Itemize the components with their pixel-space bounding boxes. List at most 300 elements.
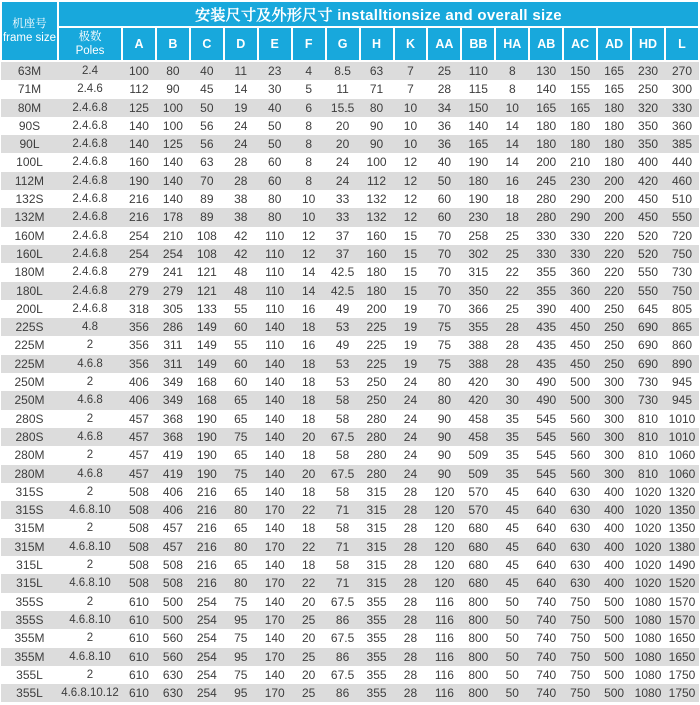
dimension-cell: 38 xyxy=(234,192,248,207)
dimension-cell: 560 xyxy=(570,429,591,444)
dimension-cell: 180 xyxy=(604,100,625,115)
dimension-cell: 50 xyxy=(505,667,519,682)
dimension-cell: 810 xyxy=(638,411,659,426)
table-row xyxy=(1,227,699,245)
dimension-cell: 42.5 xyxy=(330,265,355,280)
dimension-cell: 220 xyxy=(604,228,625,243)
dimension-cell: 300 xyxy=(604,393,625,408)
dimension-cell: 70 xyxy=(200,173,214,188)
dimension-cell: 435 xyxy=(536,338,557,353)
dimension-cell: 508 xyxy=(162,558,183,573)
dimension-cell: 86 xyxy=(335,686,350,701)
table-row xyxy=(1,318,699,336)
dimension-cell: 500 xyxy=(604,686,625,701)
dimension-cell: 132 xyxy=(366,192,387,207)
table-row xyxy=(1,80,699,98)
dimension-cell: 200 xyxy=(604,173,625,188)
dimension-cell: 10 xyxy=(403,118,418,133)
dimension-cell: 220 xyxy=(604,246,625,261)
dimension-cell: 220 xyxy=(604,283,625,298)
poles-cell: 2 xyxy=(86,632,94,645)
dimension-cell: 19 xyxy=(234,100,248,115)
dimension-cell: 140 xyxy=(162,155,183,170)
dimension-cell: 112 xyxy=(366,173,387,188)
dimension-cell: 254 xyxy=(196,667,217,682)
dimension-cell: 8 xyxy=(305,155,312,170)
dimension-cell: 250 xyxy=(366,393,387,408)
dimension-cell: 60 xyxy=(234,375,248,390)
poles-cell: 2 xyxy=(86,339,94,352)
dimension-cell: 350 xyxy=(468,283,489,298)
frame-size-cell: 315S xyxy=(15,484,44,499)
dimension-cell: 1020 xyxy=(634,558,662,573)
dimension-cell: 60 xyxy=(268,155,282,170)
dimension-cell: 500 xyxy=(162,594,183,609)
dimension-cell: 805 xyxy=(671,301,693,316)
dimension-cell: 110 xyxy=(265,301,285,316)
table-row xyxy=(1,282,699,300)
dimension-cell: 6 xyxy=(305,100,312,115)
dimension-cell: 254 xyxy=(162,246,183,261)
dimension-cell: 149 xyxy=(196,338,217,353)
dimension-cell: 14 xyxy=(505,137,519,152)
poles-cell: 2 xyxy=(86,449,94,462)
dimension-cell: 320 xyxy=(638,100,659,115)
dimension-cell: 1650 xyxy=(668,649,696,664)
dimension-cell: 165 xyxy=(604,64,625,78)
poles-cell: 4.6.8.10 xyxy=(69,650,111,663)
dimension-cell: 180 xyxy=(536,118,557,133)
dimension-cell: 15 xyxy=(403,283,418,298)
dimension-cell: 24 xyxy=(403,411,418,426)
dimension-cell: 160 xyxy=(128,155,149,170)
dimension-cell: 254 xyxy=(128,228,149,243)
dimension-cell: 95 xyxy=(234,612,248,627)
poles-cell: 2.4 xyxy=(82,65,98,77)
dimension-cell: 110 xyxy=(265,246,285,261)
dimension-cell: 49 xyxy=(335,301,350,316)
dimension-cell: 355 xyxy=(366,612,387,627)
table-row xyxy=(1,684,699,702)
header-row-top xyxy=(1,1,699,27)
install-size-title: 安装尺寸及外形尺寸 installtionsize and overall size xyxy=(58,1,699,27)
dimension-cell: 67.5 xyxy=(330,429,355,444)
dimension-cell: 640 xyxy=(536,576,557,591)
dimension-cell: 640 xyxy=(536,521,557,536)
dimension-cell: 560 xyxy=(570,411,591,426)
frame-size-cell: 280S xyxy=(15,429,44,444)
poles-cell: 2.4.6.8 xyxy=(72,302,108,315)
dimension-cell: 210 xyxy=(570,155,591,170)
dimension-cell: 450 xyxy=(638,192,659,207)
dimension-cell: 45 xyxy=(505,558,519,573)
dimension-cell: 42.5 xyxy=(330,283,355,298)
dimension-cell: 450 xyxy=(570,356,591,371)
table-row xyxy=(1,574,699,592)
dimension-cell: 110 xyxy=(265,228,285,243)
dimension-cell: 810 xyxy=(638,448,659,463)
poles-cell: 2 xyxy=(86,485,94,498)
table-body xyxy=(1,61,699,702)
dimension-cell: 8 xyxy=(305,118,312,133)
dimension-cell: 20 xyxy=(335,118,350,133)
dimension-cell: 216 xyxy=(196,484,217,499)
dimension-cell: 10 xyxy=(403,137,418,152)
dimension-cell: 116 xyxy=(434,612,454,627)
dimension-cell: 170 xyxy=(264,539,285,554)
dimension-cell: 140 xyxy=(264,484,285,499)
poles-cell: 4.6.8.10 xyxy=(69,540,111,553)
frame-size-cell: 90L xyxy=(19,137,40,152)
dimension-cell: 67.5 xyxy=(330,466,355,481)
dim-column-header-ad: AD xyxy=(597,27,631,61)
dimension-cell: 20 xyxy=(301,466,316,481)
dimension-cell: 33 xyxy=(335,210,350,225)
dimension-cell: 457 xyxy=(162,539,183,554)
poles-cell: 2 xyxy=(86,595,94,608)
dimension-cell: 67.5 xyxy=(330,631,355,646)
dimension-cell: 400 xyxy=(604,539,625,554)
frame-size-cell: 315M xyxy=(14,521,45,536)
dimension-cell: 350 xyxy=(638,118,659,133)
dimension-cell: 1020 xyxy=(634,539,662,554)
table-row xyxy=(1,593,699,611)
dimension-cell: 24 xyxy=(234,118,248,133)
dimension-cell: 315 xyxy=(366,558,387,573)
dimension-cell: 8 xyxy=(508,64,516,78)
dimension-cell: 155 xyxy=(570,82,591,97)
dimension-cell: 56 xyxy=(200,137,214,152)
dimension-cell: 355 xyxy=(366,631,387,646)
dimension-cell: 1650 xyxy=(668,631,696,646)
dim-column-header-g: G xyxy=(326,27,360,61)
dimension-cell: 132 xyxy=(366,210,387,225)
table-row xyxy=(1,61,699,80)
dimension-cell: 740 xyxy=(536,594,557,609)
dimension-cell: 460 xyxy=(671,173,693,188)
dimension-cell: 24 xyxy=(403,375,418,390)
dimension-cell: 45 xyxy=(505,484,519,499)
frame-size-cell: 355L xyxy=(16,667,43,682)
poles-header-zh: 极数 xyxy=(78,31,102,43)
frame-size-cell: 355M xyxy=(14,649,45,664)
dimension-cell: 30 xyxy=(505,393,519,408)
dimension-cell: 58 xyxy=(335,448,350,463)
dimension-cell: 140 xyxy=(128,118,149,133)
dimension-cell: 34 xyxy=(437,100,452,115)
dimension-cell: 75 xyxy=(234,594,248,609)
dimension-cell: 116 xyxy=(434,667,454,682)
dimension-cell: 149 xyxy=(196,320,217,335)
dimension-cell: 45 xyxy=(505,521,519,536)
dimension-cell: 25 xyxy=(301,686,316,701)
dimension-cell: 520 xyxy=(638,228,659,243)
dimension-cell: 7 xyxy=(407,64,414,78)
dimension-cell: 12 xyxy=(403,192,418,207)
dimension-cell: 457 xyxy=(162,521,183,536)
dimension-cell: 450 xyxy=(570,320,591,335)
dimension-cell: 1020 xyxy=(634,484,662,499)
frame-size-cell: 100L xyxy=(16,155,43,170)
dimension-cell: 24 xyxy=(403,429,418,444)
dimension-cell: 116 xyxy=(434,631,454,646)
poles-cell: 2.4.6.8 xyxy=(72,229,108,242)
poles-column-header xyxy=(58,27,122,61)
dimension-cell: 75 xyxy=(437,356,452,371)
dimension-cell: 560 xyxy=(162,649,183,664)
dimension-cell: 80 xyxy=(234,539,248,554)
dimension-cell: 35 xyxy=(505,429,519,444)
dimension-cell: 330 xyxy=(536,246,557,261)
dimension-cell: 1060 xyxy=(668,466,696,481)
dim-column-header-hd: HD xyxy=(631,27,665,61)
poles-cell: 2.4.6.8 xyxy=(72,266,108,279)
frame-size-cell: 355L xyxy=(16,686,43,701)
dimension-cell: 740 xyxy=(536,649,557,664)
dimension-cell: 210 xyxy=(162,228,183,243)
dimension-cell: 160 xyxy=(366,228,387,243)
dimension-cell: 290 xyxy=(570,210,591,225)
dimension-cell: 19 xyxy=(403,356,418,371)
dimension-cell: 18 xyxy=(301,558,316,573)
dimension-cell: 254 xyxy=(128,246,149,261)
dimension-cell: 16 xyxy=(505,173,519,188)
dimension-cell: 349 xyxy=(162,375,183,390)
dimension-cell: 419 xyxy=(162,448,183,463)
dimension-cell: 67.5 xyxy=(330,667,355,682)
dimension-cell: 75 xyxy=(234,429,248,444)
dimension-cell: 680 xyxy=(468,558,489,573)
dimension-cell: 40 xyxy=(200,64,214,78)
dimension-cell: 50 xyxy=(200,100,214,115)
dimension-cell: 180 xyxy=(366,283,387,298)
dimension-cell: 45 xyxy=(505,503,519,518)
table-row xyxy=(1,483,699,501)
dimension-cell: 420 xyxy=(638,173,659,188)
table-row xyxy=(1,172,699,190)
dimension-cell: 750 xyxy=(570,612,591,627)
dimension-cell: 11 xyxy=(234,64,248,78)
poles-cell: 4.6.8.10 xyxy=(69,504,111,517)
dimension-cell: 1350 xyxy=(668,503,696,518)
dimension-cell: 241 xyxy=(162,265,183,280)
dimension-cell: 190 xyxy=(128,173,149,188)
table-row xyxy=(1,153,699,171)
table-row xyxy=(1,538,699,556)
dimension-cell: 75 xyxy=(234,667,248,682)
dimension-cell: 200 xyxy=(604,210,625,225)
frame-size-cell: 71M xyxy=(17,82,42,97)
dimension-cell: 216 xyxy=(128,210,149,225)
dimension-cell: 300 xyxy=(671,82,693,97)
dim-column-header-c: C xyxy=(190,27,224,61)
dim-header-row xyxy=(1,27,699,61)
dimension-cell: 180 xyxy=(570,118,591,133)
table-row xyxy=(1,410,699,428)
dimension-cell: 28 xyxy=(403,503,418,518)
dimension-cell: 80 xyxy=(437,375,452,390)
dimension-cell: 7 xyxy=(407,82,414,97)
dim-column-header-ac: AC xyxy=(563,27,597,61)
dimension-cell: 560 xyxy=(570,448,591,463)
dimension-cell: 168 xyxy=(196,375,217,390)
table-row xyxy=(1,373,699,391)
dimension-cell: 545 xyxy=(536,429,557,444)
dimension-cell: 550 xyxy=(638,283,659,298)
dimension-cell: 120 xyxy=(434,484,455,499)
dimension-cell: 18 xyxy=(301,375,316,390)
dimension-cell: 945 xyxy=(671,375,693,390)
poles-cell: 2.4.6.8 xyxy=(72,119,108,132)
dimension-cell: 300 xyxy=(604,411,625,426)
dimension-cell: 58 xyxy=(335,484,350,499)
dimension-cell: 630 xyxy=(570,521,591,536)
dimension-cell: 640 xyxy=(536,558,557,573)
dimension-cell: 18 xyxy=(301,320,316,335)
dimension-cell: 457 xyxy=(128,429,149,444)
dimension-cell: 22 xyxy=(505,283,519,298)
dimension-cell: 18 xyxy=(301,484,316,499)
dimension-cell: 110 xyxy=(265,338,285,353)
dimension-cell: 18 xyxy=(301,521,316,536)
dimension-cell: 610 xyxy=(128,594,149,609)
dimension-cell: 190 xyxy=(468,155,489,170)
dim-column-header-e: E xyxy=(258,27,292,61)
dimension-cell: 24 xyxy=(335,173,350,188)
frame-size-cell: 90S xyxy=(18,118,41,133)
dimension-cell: 95 xyxy=(234,686,248,701)
dimension-cell: 8.5 xyxy=(334,64,351,78)
dimension-cell: 28 xyxy=(234,155,248,170)
dimension-cell: 315 xyxy=(468,265,489,280)
dimension-cell: 116 xyxy=(434,686,454,701)
dimension-cell: 315 xyxy=(366,539,387,554)
dimension-cell: 680 xyxy=(468,576,489,591)
dim-column-header-a: A xyxy=(122,27,156,61)
dimension-cell: 65 xyxy=(234,558,248,573)
dimension-cell: 12 xyxy=(403,173,418,188)
dimension-cell: 90 xyxy=(369,137,384,152)
dimension-cell: 28 xyxy=(403,576,418,591)
dimension-cell: 90 xyxy=(437,448,452,463)
dimension-cell: 120 xyxy=(434,558,455,573)
dimension-cell: 120 xyxy=(434,539,455,554)
dimension-cell: 311 xyxy=(163,338,183,353)
dimension-cell: 18 xyxy=(301,448,316,463)
dimension-cell: 45 xyxy=(200,82,214,97)
dimension-cell: 190 xyxy=(196,411,217,426)
dimension-cell: 58 xyxy=(335,521,350,536)
dimension-cell: 45 xyxy=(505,539,519,554)
dimension-cell: 40 xyxy=(268,100,282,115)
dimension-cell: 60 xyxy=(437,192,452,207)
dimension-cell: 508 xyxy=(128,539,149,554)
dimension-cell: 150 xyxy=(570,64,591,78)
dimension-cell: 300 xyxy=(604,375,625,390)
dimension-cell: 125 xyxy=(128,100,149,115)
dim-column-header-bb: BB xyxy=(461,27,495,61)
dimension-cell: 55 xyxy=(234,301,248,316)
table-row xyxy=(1,190,699,208)
dimension-cell: 680 xyxy=(468,521,489,536)
dimension-cell: 311 xyxy=(163,356,183,371)
dimension-cell: 250 xyxy=(604,338,625,353)
dimension-cell: 180 xyxy=(604,155,625,170)
dimension-cell: 8 xyxy=(305,173,312,188)
table-row xyxy=(1,117,699,135)
dimension-cell: 36 xyxy=(437,118,452,133)
dimension-cell: 70 xyxy=(437,228,452,243)
dimension-cell: 355 xyxy=(536,265,557,280)
dimension-cell: 19 xyxy=(403,301,418,316)
dimension-cell: 58 xyxy=(335,558,350,573)
dimension-cell: 500 xyxy=(604,667,625,682)
dimension-cell: 254 xyxy=(196,631,217,646)
frame-size-cell: 355M xyxy=(14,631,45,646)
frame-size-cell: 280M xyxy=(14,448,45,463)
dimension-cell: 65 xyxy=(234,393,248,408)
dimension-cell: 356 xyxy=(128,356,149,371)
frame-size-cell: 315L xyxy=(16,576,43,591)
dimension-cell: 160 xyxy=(366,246,387,261)
dimension-cell: 75 xyxy=(437,338,452,353)
dimension-cell: 50 xyxy=(505,594,519,609)
dimension-cell: 70 xyxy=(437,283,452,298)
dim-column-header-f: F xyxy=(292,27,326,61)
dimension-cell: 750 xyxy=(671,246,693,261)
dimension-cell: 740 xyxy=(536,667,557,682)
dimension-cell: 140 xyxy=(264,594,285,609)
dimension-cell: 286 xyxy=(162,320,183,335)
dimension-cell: 170 xyxy=(264,649,285,664)
poles-cell: 4.6.8.10.12 xyxy=(61,687,119,700)
dimension-cell: 50 xyxy=(505,612,519,627)
dimension-cell: 800 xyxy=(468,612,489,627)
dimension-cell: 89 xyxy=(200,192,214,207)
dimension-cell: 121 xyxy=(196,283,217,298)
dimension-cell: 18 xyxy=(301,411,316,426)
frame-size-cell: 132M xyxy=(14,210,45,225)
dimension-cell: 180 xyxy=(468,173,489,188)
dimension-cell: 730 xyxy=(638,375,659,390)
dimension-cell: 18 xyxy=(301,393,316,408)
dimension-cell: 19 xyxy=(403,338,418,353)
dimension-cell: 50 xyxy=(268,137,282,152)
dimension-cell: 140 xyxy=(264,466,285,481)
dimension-cell: 220 xyxy=(604,265,625,280)
frame-size-cell: 132S xyxy=(15,192,44,207)
dimension-cell: 1570 xyxy=(668,612,696,627)
dimension-cell: 355 xyxy=(366,649,387,664)
poles-cell: 2 xyxy=(86,668,94,681)
dimension-cell: 45 xyxy=(505,576,519,591)
dimension-cell: 86 xyxy=(335,649,350,664)
frame-size-cell: 280M xyxy=(14,466,45,481)
dimension-cell: 15.5 xyxy=(330,100,355,115)
dimension-cell: 290 xyxy=(570,192,591,207)
dimension-cell: 33 xyxy=(335,192,350,207)
poles-cell: 4.8 xyxy=(82,321,98,334)
dimension-cell: 356 xyxy=(128,320,149,335)
dimension-cell: 20 xyxy=(301,631,316,646)
frame-size-cell: 225M xyxy=(14,356,45,371)
table-row xyxy=(1,556,699,574)
dimension-cell: 14 xyxy=(505,118,519,133)
dimension-cell: 630 xyxy=(570,503,591,518)
table-header xyxy=(1,1,699,61)
dimension-cell: 1380 xyxy=(668,539,696,554)
dimension-cell: 355 xyxy=(468,320,489,335)
